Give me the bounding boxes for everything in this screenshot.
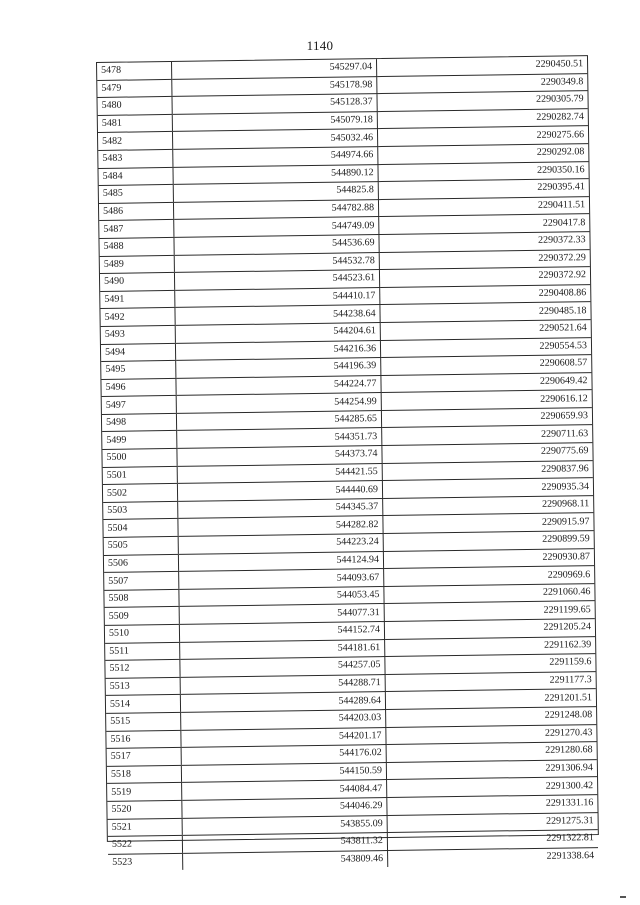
- point-id-cell: 5521: [108, 818, 183, 837]
- x-coordinate-cell: 544282.82: [178, 516, 383, 536]
- point-id-cell: 5507: [104, 572, 179, 591]
- point-id-cell: 5478: [97, 62, 172, 80]
- y-coordinate-cell: 2291205.24: [384, 619, 595, 640]
- y-coordinate-cell: 2290521.64: [380, 320, 591, 341]
- point-id-cell: 5481: [98, 114, 173, 133]
- x-coordinate-cell: 544176.02: [181, 745, 386, 765]
- x-coordinate-cell: 544974.66: [173, 147, 378, 167]
- x-coordinate-cell: 544181.61: [180, 639, 385, 659]
- point-id-cell: 5510: [105, 624, 180, 643]
- y-coordinate-cell: 2290775.69: [382, 443, 593, 464]
- x-coordinate-cell: 544825.8: [173, 182, 378, 202]
- point-id-cell: 5501: [103, 466, 178, 485]
- x-coordinate-cell: 543855.09: [182, 815, 387, 835]
- y-coordinate-cell: 2290837.96: [382, 460, 593, 481]
- point-id-cell: 5491: [100, 290, 175, 309]
- point-id-cell: 5509: [105, 607, 180, 626]
- x-coordinate-cell: 544196.39: [176, 358, 381, 378]
- point-id-cell: 5516: [106, 730, 181, 749]
- y-coordinate-cell: 2291338.64: [546, 850, 595, 862]
- point-id-cell: 5479: [97, 79, 172, 98]
- y-coordinate-cell: 2290616.12: [381, 390, 592, 411]
- x-coordinate-cell: 544373.74: [177, 446, 382, 466]
- y-coordinate-cell: 2291300.42: [387, 777, 598, 798]
- x-coordinate-cell: 544093.67: [179, 569, 384, 589]
- x-coordinate-cell: 543811.32: [182, 833, 387, 853]
- y-coordinate-cell: 2291201.51: [385, 689, 596, 710]
- x-coordinate-cell: 544053.45: [179, 586, 384, 606]
- x-coordinate-cell: 544410.17: [175, 287, 380, 307]
- x-coordinate-cell: 544440.69: [177, 481, 382, 501]
- x-coordinate-cell: 544224.77: [176, 375, 381, 395]
- point-id-cell: 5482: [98, 132, 173, 151]
- x-coordinate-cell: 544203.03: [181, 709, 386, 729]
- x-coordinate-cell: 544238.64: [175, 305, 380, 325]
- y-coordinate-cell: 2291275.31: [387, 812, 598, 833]
- point-id-cell: 5499: [102, 431, 177, 450]
- coordinates-table-frame: [96, 55, 599, 868]
- y-coordinate-cell: 2291162.39: [385, 636, 596, 657]
- point-id-cell: 5496: [101, 378, 176, 397]
- y-coordinate-cell: 2290554.53: [380, 337, 591, 358]
- x-coordinate-cell: 545178.98: [172, 76, 377, 96]
- y-coordinate-cell: 2290968.11: [383, 495, 594, 516]
- x-coordinate-cell: 544536.69: [174, 235, 379, 255]
- y-coordinate-cell: 2290372.33: [379, 232, 590, 253]
- y-coordinate-cell: 2291060.46: [384, 583, 595, 604]
- y-coordinate-cell: 2290899.59: [383, 531, 594, 552]
- x-coordinate-cell: 544532.78: [174, 252, 379, 272]
- x-coordinate-cell: 544201.17: [181, 727, 386, 747]
- x-coordinate-cell: 544150.59: [181, 762, 386, 782]
- point-id-cell: 5490: [100, 273, 175, 292]
- x-coordinate-cell: 544345.37: [178, 498, 383, 518]
- x-coordinate-cell: 544152.74: [179, 622, 384, 642]
- point-id-cell: 5518: [107, 765, 182, 784]
- y-coordinate-cell: 2290969.6: [384, 566, 595, 587]
- y-coordinate-cell: 2291159.6: [385, 654, 596, 675]
- y-coordinate-cell: 2290417.8: [379, 214, 590, 235]
- x-coordinate-cell: 545032.46: [172, 129, 377, 149]
- x-coordinate-cell: 544288.71: [180, 674, 385, 694]
- y-coordinate-cell: 2291306.94: [386, 759, 597, 780]
- y-coordinate-cell: 2290305.79: [377, 91, 588, 112]
- point-id-cell: 5502: [103, 484, 178, 503]
- x-coordinate-cell: 543809.46: [183, 850, 388, 870]
- x-coordinate-cell: 544204.61: [175, 322, 380, 342]
- point-id-cell: 5480: [97, 97, 172, 116]
- y-coordinate-cell: 2290450.51: [376, 56, 587, 76]
- x-coordinate-cell: 544077.31: [179, 604, 384, 624]
- point-id-cell: 5513: [106, 677, 181, 696]
- x-coordinate-cell: 544351.73: [177, 428, 382, 448]
- point-id-cell: 5489: [100, 255, 175, 274]
- point-id-cell: 5517: [107, 748, 182, 767]
- y-coordinate-cell: 2290711.63: [382, 425, 593, 446]
- y-coordinate-cell: 2291270.43: [386, 724, 597, 745]
- y-coordinate-cell: 2291280.68: [386, 742, 597, 763]
- y-coordinate-cell: 2290649.42: [381, 372, 592, 393]
- point-id-cell: 5484: [98, 167, 173, 186]
- x-coordinate-cell: 545128.37: [172, 94, 377, 114]
- x-coordinate-cell: 545079.18: [172, 111, 377, 131]
- y-coordinate-cell: 2291199.65: [384, 601, 595, 622]
- y-coordinate-cell: 2290408.86: [380, 284, 591, 305]
- x-coordinate-cell: 544216.36: [175, 340, 380, 360]
- y-coordinate-cell: 2291322.81: [387, 830, 598, 851]
- y-coordinate-cell: 2290372.29: [379, 249, 590, 270]
- point-id-cell: 5506: [104, 554, 179, 573]
- y-coordinate-cell: 2290915.97: [383, 513, 594, 534]
- y-coordinate-cell: 2290930.87: [383, 548, 594, 569]
- point-id-cell: 5508: [104, 589, 179, 608]
- y-coordinate-cell: 2290485.18: [380, 302, 591, 323]
- y-coordinate-cell: 2290372.92: [379, 267, 590, 288]
- point-id-cell: 5486: [99, 202, 174, 221]
- x-coordinate-cell: 544046.29: [182, 797, 387, 817]
- x-coordinate-cell: 544257.05: [180, 657, 385, 677]
- x-coordinate-cell: 544782.88: [173, 199, 378, 219]
- point-id-cell: 5520: [107, 800, 182, 819]
- y-coordinate-cell: 2290935.34: [382, 478, 593, 499]
- y-coordinate-cell: 2290292.08: [378, 144, 589, 165]
- x-coordinate-cell: 544890.12: [173, 164, 378, 184]
- x-coordinate-cell: 544289.64: [180, 692, 385, 712]
- point-id-cell: 5512: [105, 660, 180, 679]
- coordinates-table-body: [97, 56, 598, 871]
- y-coordinate-cell: 2290411.51: [378, 196, 589, 217]
- y-coordinate-cell: 2290349.8: [377, 73, 588, 94]
- y-coordinate-cell: 2290275.66: [377, 126, 588, 147]
- point-id-cell: 5492: [100, 308, 175, 327]
- point-id-cell: 5505: [104, 536, 179, 555]
- y-coordinate-cell: 2290608.57: [381, 355, 592, 376]
- y-coordinate-cell: 2291331.16: [387, 795, 598, 816]
- point-id-cell: 5522: [108, 835, 183, 854]
- scan-artifact-mark: [620, 896, 626, 898]
- point-id-cell: 5488: [99, 237, 174, 256]
- x-coordinate-cell: 544084.47: [182, 780, 387, 800]
- point-id-cell: 5500: [102, 448, 177, 467]
- y-coordinate-cell: 2290350.16: [378, 161, 589, 182]
- page-number: 1140: [306, 38, 334, 53]
- point-id-cell: 5493: [101, 325, 176, 344]
- x-coordinate-cell: 544285.65: [176, 410, 381, 430]
- point-id-cell: 5498: [102, 413, 177, 432]
- y-coordinate-cell: 2290282.74: [377, 108, 588, 129]
- x-coordinate-cell: 544223.24: [178, 534, 383, 554]
- point-id-cell: 5497: [102, 396, 177, 415]
- point-id-cell: 5494: [101, 343, 176, 362]
- point-id-cell: 5519: [107, 783, 182, 802]
- y-coordinate-cell: 2291177.3: [385, 671, 596, 692]
- point-id-cell: 5511: [105, 642, 180, 661]
- point-id-cell: 5523: [112, 856, 133, 868]
- x-coordinate-cell: 544124.94: [178, 551, 383, 571]
- x-coordinate-cell: 544254.99: [176, 393, 381, 413]
- point-id-cell: 5514: [106, 695, 181, 714]
- x-coordinate-cell: 544749.09: [174, 217, 379, 237]
- point-id-cell: 5487: [99, 220, 174, 239]
- x-coordinate-cell: 544523.61: [174, 270, 379, 290]
- point-id-cell: 5515: [106, 712, 181, 731]
- point-id-cell: 5483: [98, 149, 173, 168]
- y-coordinate-cell: 2291248.08: [386, 707, 597, 728]
- coordinates-table: [97, 56, 598, 871]
- y-coordinate-cell: 2290395.41: [378, 179, 589, 200]
- y-coordinate-cell: 2290659.93: [381, 407, 592, 428]
- x-coordinate-cell: 545297.04: [172, 59, 377, 79]
- point-id-cell: 5485: [99, 185, 174, 204]
- point-id-cell: 5503: [103, 501, 178, 520]
- x-coordinate-cell: 544421.55: [177, 463, 382, 483]
- point-id-cell: 5495: [101, 361, 176, 380]
- point-id-cell: 5504: [103, 519, 178, 538]
